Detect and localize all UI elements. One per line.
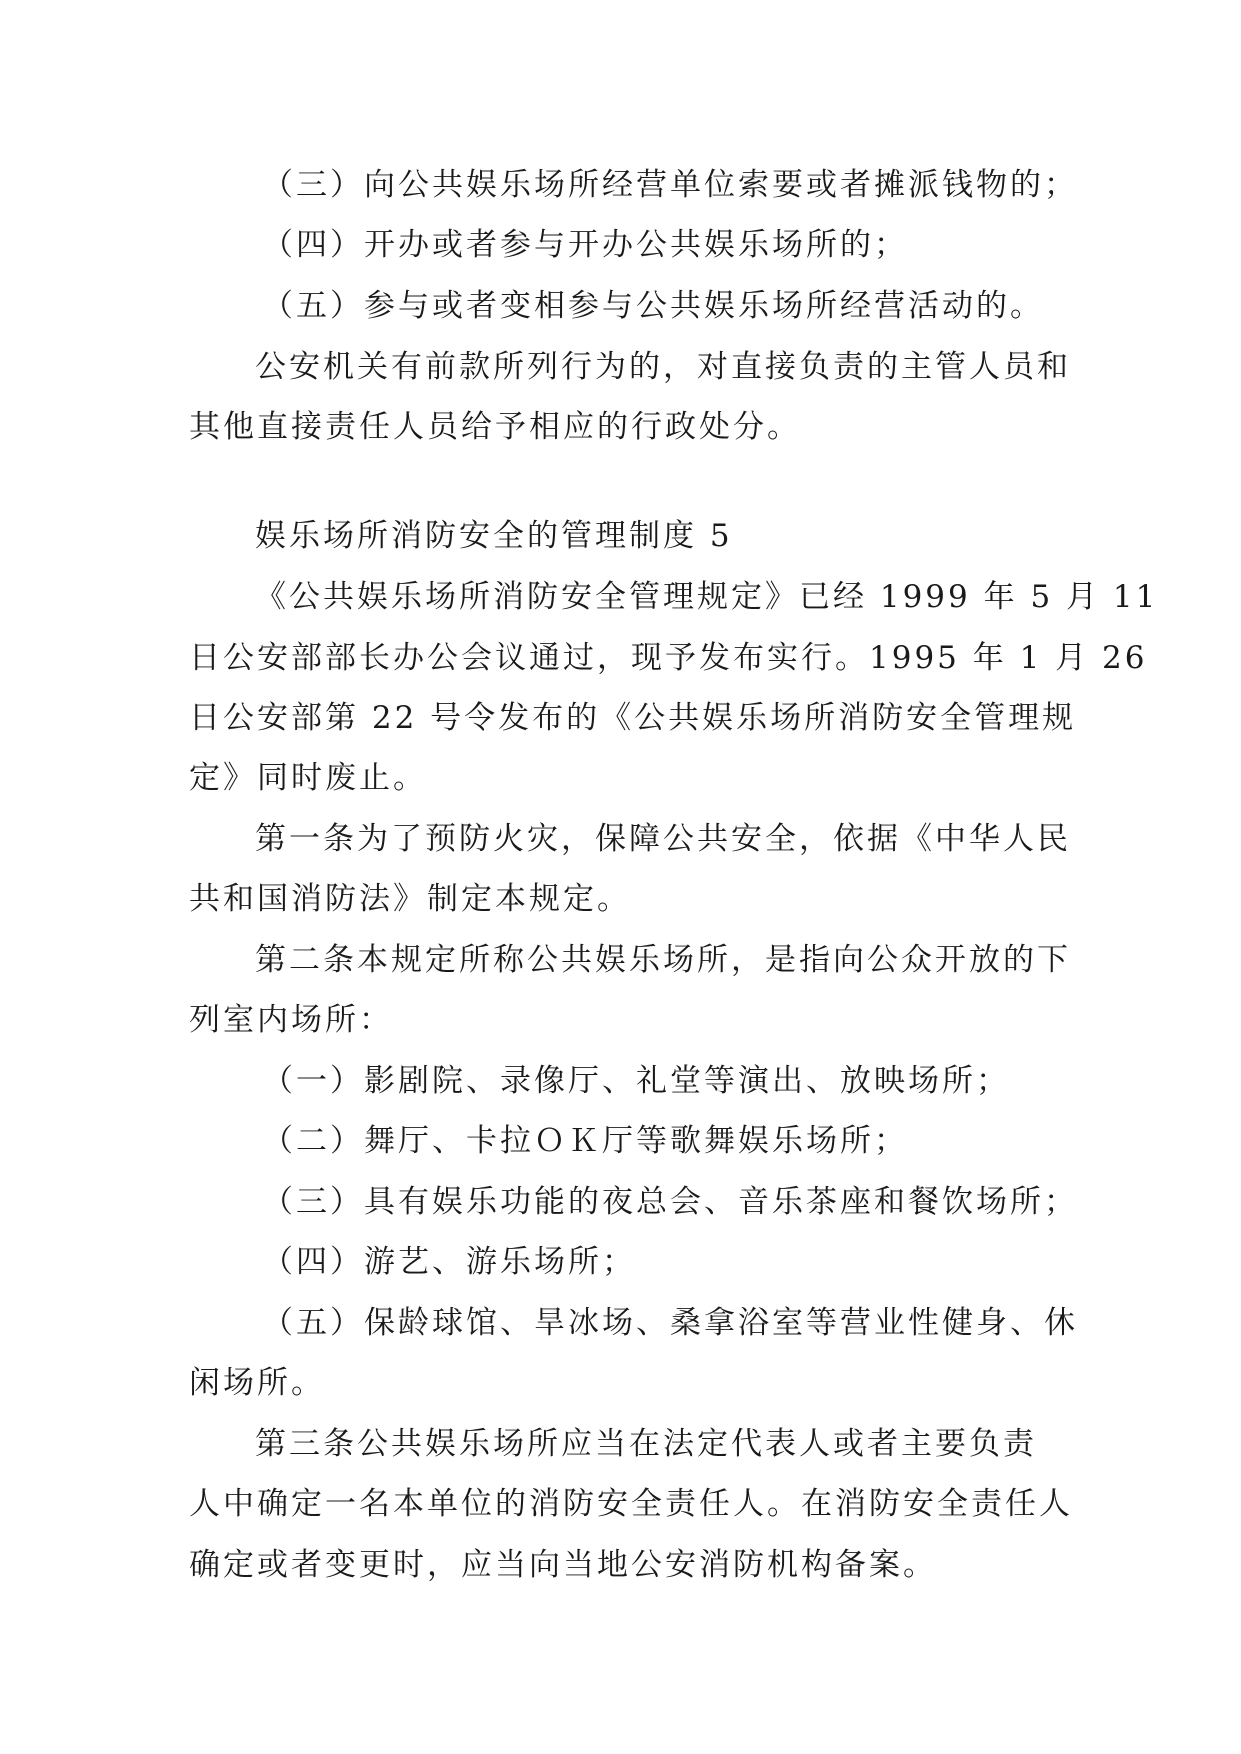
- list-item: （一）影剧院、录像厅、礼堂等演出、放映场所；: [262, 1063, 1010, 1099]
- text-line: 第三条公共娱乐场所应当在法定代表人或者主要负责: [255, 1426, 1037, 1462]
- list-item: （四）游艺、游乐场所；: [262, 1244, 636, 1280]
- text-line: 列室内场所：: [189, 1002, 393, 1038]
- text-line: 人中确定一名本单位的消防安全责任人。在消防安全责任人: [189, 1486, 1073, 1522]
- text-line: 日公安部第 22 号令发布的《公共娱乐场所消防安全管理规: [189, 700, 1077, 736]
- text-line: 第二条本规定所称公共娱乐场所，是指向公众开放的下: [255, 942, 1071, 978]
- text-line: 确定或者变更时，应当向当地公安消防机构备案。: [189, 1547, 937, 1583]
- list-item: （五）保龄球馆、旱冰场、桑拿浴室等营业性健身、休: [262, 1305, 1078, 1341]
- list-item: （二）舞厅、卡拉ＯＫ厅等歌舞娱乐场所；: [262, 1123, 908, 1159]
- text-line: （四）开办或者参与开办公共娱乐场所的；: [262, 227, 908, 263]
- text-line: 《公共娱乐场所消防安全管理规定》已经 1999 年 5 月 11: [255, 579, 1159, 615]
- text-line: 日公安部部长办公会议通过，现予发布实行。1995 年 1 月 26: [189, 640, 1148, 676]
- text-line: 闲场所。: [189, 1365, 325, 1401]
- section-heading: 娱乐场所消防安全的管理制度 5: [255, 518, 733, 554]
- text-line: 公安机关有前款所列行为的，对直接负责的主管人员和: [255, 349, 1071, 385]
- text-line: 共和国消防法》制定本规定。: [189, 881, 631, 917]
- text-line: 定》同时废止。: [189, 760, 427, 796]
- list-item: （三）具有娱乐功能的夜总会、音乐茶座和餐饮场所；: [262, 1184, 1078, 1220]
- text-line: 其他直接责任人员给予相应的行政处分。: [189, 409, 801, 445]
- text-line: （五）参与或者变相参与公共娱乐场所经营活动的。: [262, 288, 1044, 324]
- text-line: 第一条为了预防火灾，保障公共安全，依据《中华人民: [255, 821, 1071, 857]
- text-line: （三）向公共娱乐场所经营单位索要或者摊派钱物的；: [262, 167, 1078, 203]
